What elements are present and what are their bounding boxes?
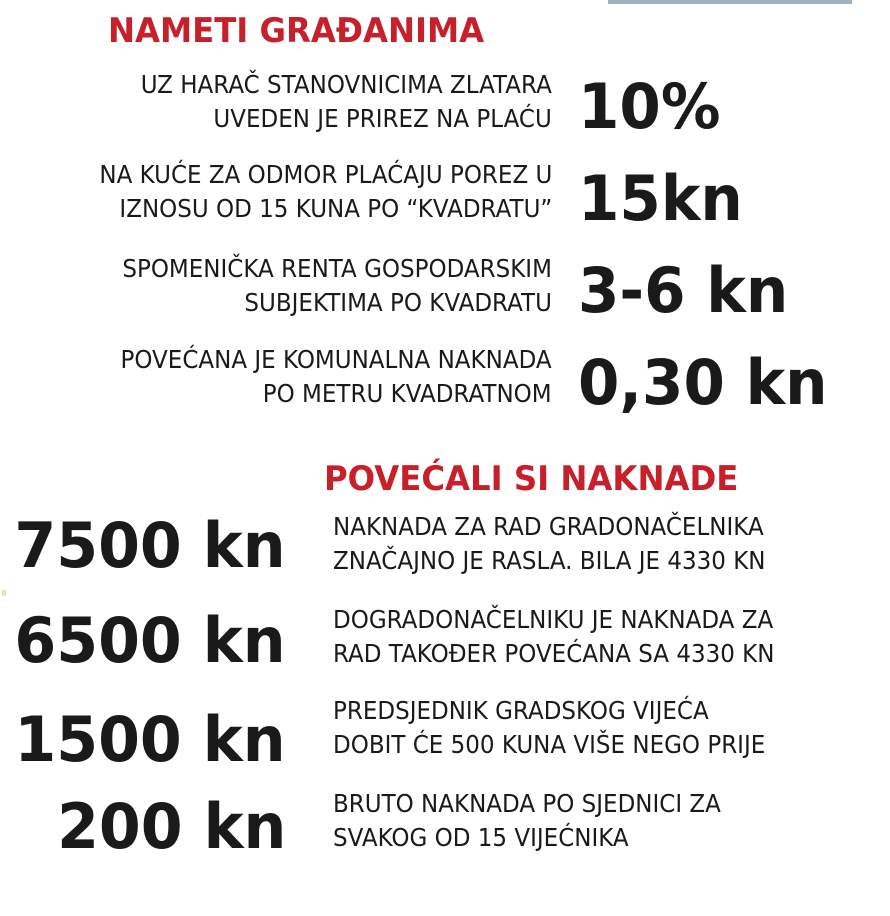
description-line: POVEĆANA JE KOMUNALNA NAKNADA (120, 345, 552, 374)
fee-item-description (333, 510, 803, 578)
description-line: PREDSJEDNIK GRADSKOG VIJEĆA (333, 696, 709, 725)
tax-item-description (85, 252, 552, 320)
description-line: DOGRADONAČELNIKU JE NAKNADA ZA (333, 605, 774, 634)
fee-item-description (333, 694, 803, 762)
tax-item-value: 10% (578, 70, 721, 143)
section-title-nameti: NAMETI GRAĐANIMA (108, 11, 485, 51)
fee-item-value: 200 kn (56, 790, 286, 863)
description-line: NA KUĆE ZA ODMOR PLAĆAJU POREZ U (99, 160, 552, 189)
description-line: NAKNADA ZA RAD GRADONAČELNIKA (333, 512, 764, 541)
description-line: ZNAČAJNO JE RASLA. BILA JE 4330 KN (333, 546, 766, 575)
description-line: SPOMENIČKA RENTA GOSPODARSKIM (122, 254, 552, 283)
description-line: SVAKOG OD 15 VIJEĆNIKA (333, 823, 629, 852)
fee-item-value: 1500 kn (14, 703, 286, 776)
tax-item-description (60, 158, 552, 226)
top-image-edge (608, 0, 852, 4)
tax-item-value: 0,30 kn (578, 346, 828, 419)
description-line: IZNOSU OD 15 KUNA PO “KVADRATU” (119, 194, 552, 223)
fee-item-description (333, 603, 813, 671)
description-line: PO METRU KVADRATNOM (263, 379, 552, 408)
print-speck (2, 590, 6, 596)
fee-item-value: 6500 kn (14, 604, 286, 677)
tax-item-value: 3-6 kn (578, 254, 789, 327)
fee-item-value: 7500 kn (14, 509, 286, 582)
tax-item-value: 15kn (578, 162, 743, 235)
description-line: UZ HARAČ STANOVNICIMA ZLATARA (140, 70, 552, 99)
description-line: RAD TAKOĐER POVEĆANA SA 4330 KN (333, 639, 775, 668)
fee-item-description (333, 787, 755, 855)
tax-item-description (105, 68, 552, 136)
description-line: DOBIT ĆE 500 KUNA VIŠE NEGO PRIJE (333, 730, 766, 759)
tax-item-description (83, 343, 552, 411)
description-line: UVEDEN JE PRIREZ NA PLAĆU (213, 104, 552, 133)
description-line: BRUTO NAKNADA PO SJEDNICI ZA (333, 789, 721, 818)
description-line: SUBJEKTIMA PO KVADRATU (244, 288, 552, 317)
section-title-naknade: POVEĆALI SI NAKNADE (324, 459, 739, 499)
